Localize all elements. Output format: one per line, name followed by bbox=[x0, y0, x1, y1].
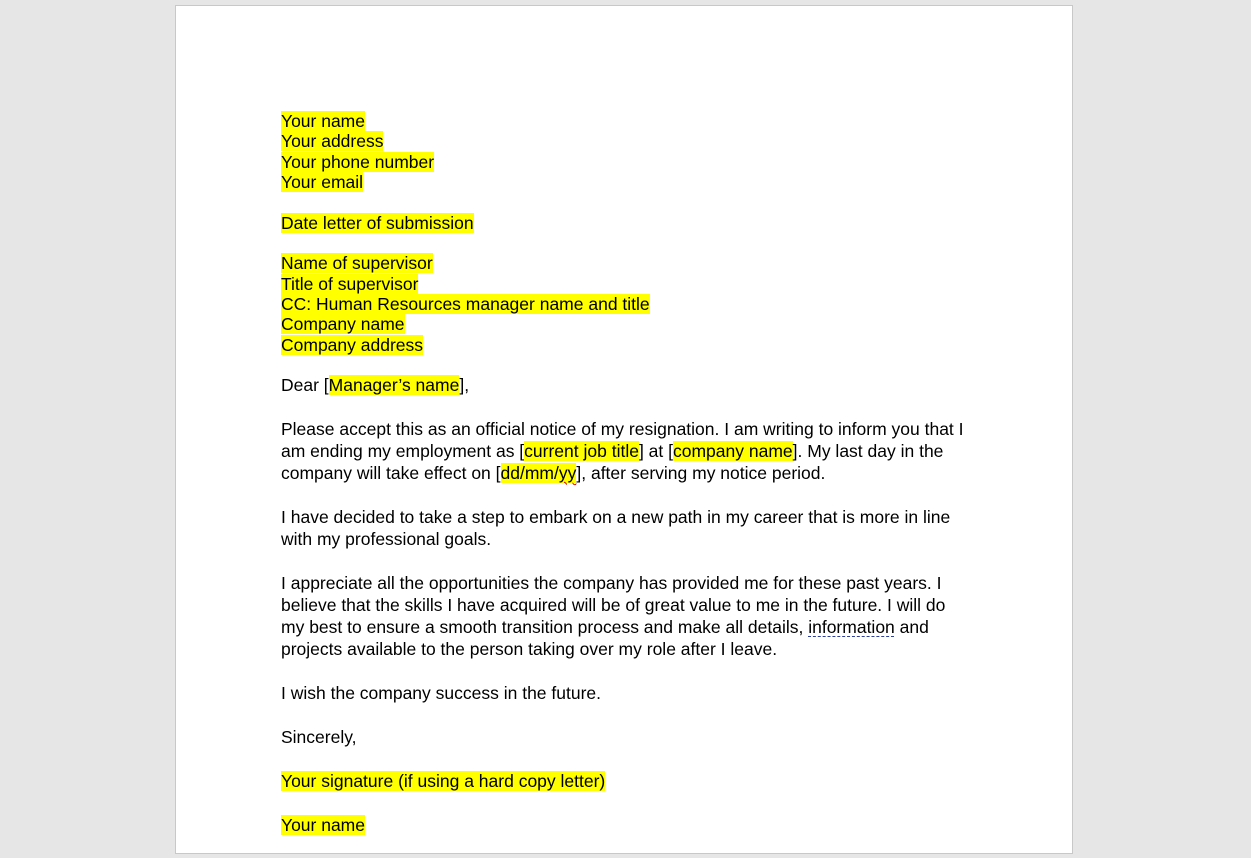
para3-text-1: I appreciate all the opportunities the company has provided me for these past years. I believe that the skills I have acquired will be of great value to me in the future. I will do my best to ensure a smooth transition process and make all details, bbox=[281, 572, 946, 637]
sender-block bbox=[281, 111, 971, 192]
closing: Sincerely, bbox=[281, 726, 357, 747]
salutation-suffix: ], bbox=[459, 375, 470, 396]
salutation bbox=[281, 375, 971, 395]
letter-body[interactable] bbox=[281, 111, 971, 836]
para1-text-3: ]. My last day in the company will take effect on [ bbox=[281, 440, 944, 483]
para1-text-1: Please accept this as an official notice of my resignation. I am writing to inform you that I am ending my employment as [ bbox=[281, 418, 964, 461]
last-day-placeholder bbox=[501, 463, 577, 483]
submission-date: Date letter of submission bbox=[281, 212, 474, 233]
signature-line bbox=[281, 770, 971, 792]
document-page[interactable] bbox=[175, 5, 1073, 854]
company-address: Company address bbox=[281, 334, 424, 355]
supervisor-title: Title of supervisor bbox=[281, 273, 419, 294]
sender-address: Your address bbox=[281, 131, 384, 152]
paragraph-wishes: I wish the company success in the future. bbox=[281, 682, 602, 703]
signoff-name-line bbox=[281, 814, 971, 836]
paragraph-resignation-notice bbox=[281, 418, 971, 484]
para1-text-2: ] at [ bbox=[638, 440, 673, 461]
salutation-prefix: Dear [ bbox=[281, 375, 329, 396]
spelling-error-word[interactable]: yy bbox=[558, 462, 577, 483]
company-name-placeholder: company name bbox=[673, 440, 793, 461]
sender-email: Your email bbox=[281, 171, 364, 192]
para1-text-4: ], after serving my notice period. bbox=[576, 462, 826, 483]
sender-phone: Your phone number bbox=[281, 151, 435, 172]
paragraph-appreciation bbox=[281, 572, 971, 660]
grammar-flagged-word[interactable]: information bbox=[808, 616, 895, 637]
manager-name-placeholder: Manager’s name bbox=[328, 375, 460, 396]
cc-line: CC: Human Resources manager name and title bbox=[281, 294, 650, 315]
date-placeholder-text: dd/mm/ bbox=[500, 462, 559, 483]
signoff-name: Your name bbox=[281, 814, 365, 835]
date-block bbox=[281, 213, 971, 233]
company-name: Company name bbox=[281, 314, 405, 335]
signature-placeholder: Your signature (if using a hard copy letter) bbox=[281, 770, 606, 791]
para3-text-2: and projects available to the person taking over my role after I leave. bbox=[281, 616, 929, 659]
sender-name: Your name bbox=[281, 111, 365, 131]
paragraph-reason: I have decided to take a step to embark on a new path in my career that is more in line with my professional goals. bbox=[281, 506, 951, 549]
job-title-placeholder: current job title bbox=[524, 440, 639, 461]
supervisor-name: Name of supervisor bbox=[281, 253, 433, 274]
recipient-block bbox=[281, 253, 971, 354]
